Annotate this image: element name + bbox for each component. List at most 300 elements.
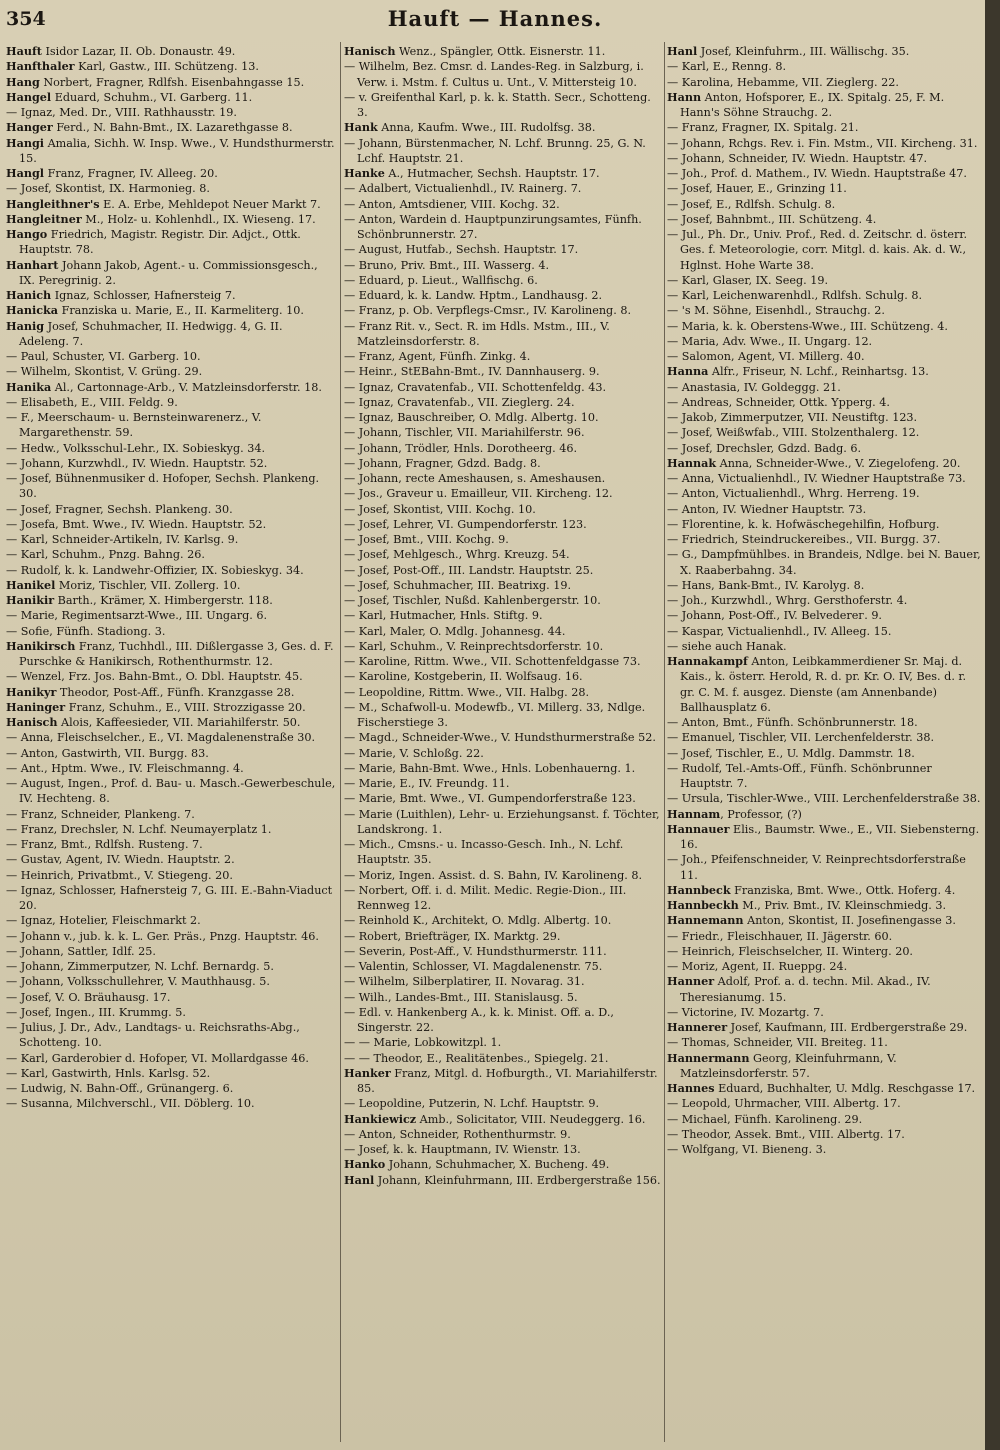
entry-text: — Eduard, p. Lieut., Wallfischg. 6.	[344, 273, 538, 287]
entry-text: Franziska, Bmt. Wwe., Ottk. Hoferg. 4.	[730, 883, 956, 897]
directory-entry	[344, 944, 662, 959]
directory-entry	[6, 258, 336, 289]
directory-entry	[667, 502, 983, 517]
entry-surname: Hauft	[6, 44, 42, 58]
directory-entry	[6, 1005, 336, 1020]
directory-entry	[344, 1142, 662, 1157]
entry-text: — Josef, Bahnbmt., III. Schützeng. 4.	[667, 212, 877, 226]
directory-entry	[6, 852, 336, 867]
directory-entry	[344, 181, 662, 196]
directory-entry	[344, 700, 662, 731]
entry-text: — Josef, Tischler, E., U. Mdlg. Dammstr. 18.	[667, 746, 915, 760]
directory-entry	[667, 1142, 983, 1157]
directory-entry	[344, 456, 662, 471]
entry-text: — Hans, Bank-Bmt., IV. Karolyg. 8.	[667, 578, 865, 592]
entry-text: — Josef, Drechsler, Gdzd. Badg. 6.	[667, 441, 862, 455]
directory-entry	[6, 212, 336, 227]
directory-entry	[667, 532, 983, 547]
directory-entry	[6, 441, 336, 456]
entry-text: — Florentine, k. k. Hofwäschegehilfin, Hofburg.	[667, 517, 940, 531]
directory-entry	[6, 776, 336, 807]
column-middle	[344, 44, 662, 1444]
directory-entry	[667, 75, 983, 90]
entry-text: — Gustav, Agent, IV. Wiedn. Hauptstr. 2.	[6, 853, 235, 867]
entry-text: — Ignaz, Med. Dr., VIII. Rathhausstr. 19.	[6, 106, 237, 119]
directory-entry	[667, 639, 983, 654]
entry-text: — Marie, E., IV. Freundg. 11.	[344, 777, 510, 790]
entry-text: — Susanna, Milchverschl., VII. Döblerg. 10.	[6, 1097, 255, 1111]
directory-entry	[667, 1020, 983, 1035]
entry-text: — Karoline, Kostgeberin, II. Wolfsaug. 16.	[344, 670, 583, 684]
directory-entry	[667, 44, 983, 59]
entry-surname: Hanna	[667, 364, 709, 379]
directory-entry	[344, 776, 662, 791]
entry-surname: Hangl	[6, 166, 45, 180]
directory-entry	[344, 974, 662, 989]
entry-text: — Mich., Cmsns.- u. Incasso-Gesch. Inh., N. Lchf. Hauptstr. 35.	[344, 838, 624, 867]
directory-entry	[344, 837, 662, 868]
directory-entry	[6, 517, 336, 532]
directory-entry	[6, 624, 336, 639]
directory-entry	[667, 136, 983, 151]
directory-entry	[6, 547, 336, 562]
directory-entry	[344, 90, 662, 121]
directory-entry	[6, 197, 336, 212]
entry-text: — 's M. Söhne, Eisenhdl., Strauchg. 2.	[667, 304, 885, 318]
entry-text: — Anton, Bmt., Fünfh. Schönbrunnerstr. 18.	[667, 716, 918, 729]
directory-entry	[6, 349, 336, 364]
entry-text: Norbert, Fragner, Rdlfsh. Eisenbahngasse 15.	[39, 75, 305, 89]
directory-entry	[6, 563, 336, 578]
directory-entry	[344, 1173, 662, 1188]
entry-text: — Karl, Glaser, IX. Seeg. 19.	[667, 273, 829, 287]
directory-entry	[344, 59, 662, 90]
directory-entry	[344, 959, 662, 974]
directory-entry	[344, 578, 662, 593]
entry-text: Ferd., N. Bahn-Bmt., IX. Lazarethgasse 8.	[52, 121, 293, 135]
entry-text: Amalia, Sichh. W. Insp. Wwe., V. Hundsthurmerstr. 15.	[19, 136, 335, 165]
entry-surname: Hangleithner's	[6, 196, 100, 211]
entry-surname: Hanner	[667, 974, 715, 989]
directory-entry	[6, 1020, 336, 1051]
entry-text: — August, Ingen., Prof. d. Bau- u. Masch.-Gewerbeschule, IV. Hechteng. 8.	[6, 777, 336, 806]
directory-entry	[6, 166, 336, 181]
entry-surname: Hangi	[6, 135, 45, 150]
directory-entry	[6, 1051, 336, 1066]
entry-surname: Haninger	[6, 699, 66, 714]
directory-entry	[6, 303, 336, 318]
directory-entry	[667, 929, 983, 944]
entry-surname: Hanfthaler	[6, 59, 75, 74]
entry-surname: Hannak	[667, 455, 717, 470]
entry-text: — Josef, Bühnenmusiker d. Hofoper, Sechsh. Plankeng. 30.	[6, 472, 320, 501]
entry-text: Franz, Fragner, IV. Alleeg. 20.	[44, 167, 218, 180]
directory-entry	[667, 517, 983, 532]
directory-entry	[667, 1081, 983, 1096]
entry-text: — Leopoldine, Putzerin, N. Lchf. Hauptstr. 9.	[344, 1097, 600, 1111]
directory-entry	[667, 151, 983, 166]
entry-text: — Karl, E., Renng. 8.	[667, 60, 787, 74]
directory-entry	[6, 685, 336, 700]
directory-entry	[667, 791, 983, 806]
entry-text: — Victorine, IV. Mozartg. 7.	[667, 1005, 824, 1019]
directory-entry	[344, 273, 662, 288]
directory-entry	[6, 471, 336, 502]
entry-text: Anton, Skontist, II. Josefinengasse 3.	[743, 914, 956, 928]
directory-entry	[344, 425, 662, 440]
directory-entry	[6, 395, 336, 410]
entry-text: — Reinhold K., Architekt, O. Mdlg. Albertg. 10.	[344, 914, 612, 928]
entry-text: — Josef, Weißwfab., VIII. Stolzenthalerg. 12.	[667, 426, 920, 440]
directory-entry	[6, 136, 336, 167]
directory-entry	[667, 425, 983, 440]
directory-entry	[667, 319, 983, 334]
directory-entry	[6, 807, 336, 822]
directory-entry	[344, 532, 662, 547]
entry-text: Georg, Kleinfuhrmann, V. Matzleinsdorferstr. 57.	[680, 1051, 897, 1080]
directory-entry	[344, 44, 662, 59]
entry-text: — Sofie, Fünfh. Stadiong. 3.	[6, 624, 166, 638]
entry-surname: Hanhart	[6, 257, 59, 272]
entry-text: — Elisabeth, E., VIII. Feldg. 9.	[6, 395, 178, 409]
directory-entry	[344, 685, 662, 700]
entry-surname: Hanker	[344, 1065, 391, 1080]
entry-text: Alois, Kaffeesieder, VII. Mariahilferstr. 50.	[57, 716, 301, 729]
directory-entry	[344, 791, 662, 806]
directory-entry	[6, 380, 336, 395]
entry-text: — Josef, Fragner, Sechsh. Plankeng. 30.	[6, 502, 233, 516]
directory-entry	[344, 746, 662, 761]
entry-text: — Heinrich, Fleischselcher, II. Winterg. 20.	[667, 944, 913, 958]
directory-entry	[667, 471, 983, 486]
entry-text: Anna, Kaufm. Wwe., III. Rudolfsg. 38.	[377, 121, 596, 135]
directory-entry	[667, 410, 983, 425]
directory-entry	[344, 517, 662, 532]
entry-surname: Hang	[6, 74, 40, 89]
entry-surname: Hannemann	[667, 913, 744, 928]
directory-entry	[344, 486, 662, 501]
entry-surname: Hangleitner	[6, 211, 82, 226]
directory-entry	[6, 883, 336, 914]
column-rule	[340, 42, 341, 1442]
entry-text: — Marie (Luithlen), Lehr- u. Erziehungsanst. f. Töchter, Landskrong. 1.	[344, 807, 660, 836]
directory-entry	[344, 883, 662, 914]
entry-text: Johann, Kleinfuhrmann, III. Erdbergerstraße 156.	[374, 1173, 661, 1187]
directory-entry	[667, 364, 983, 379]
directory-entry	[344, 593, 662, 608]
entry-text: Amb., Solicitator, VIII. Neudeggerg. 16.	[416, 1112, 646, 1126]
directory-entry	[667, 197, 983, 212]
entry-text: Wenz., Spängler, Ottk. Eisnerstr. 11.	[395, 45, 606, 58]
directory-entry	[667, 349, 983, 364]
directory-entry	[344, 471, 662, 486]
directory-entry	[344, 868, 662, 883]
entry-text: — Leopoldine, Rittm. Wwe., VII. Halbg. 28.	[344, 685, 590, 699]
entry-text: — Franz, Drechsler, N. Lchf. Neumayerplatz 1.	[6, 822, 272, 836]
entry-text: — — Theodor, E., Realitätenbes., Spiegelg. 21.	[344, 1051, 609, 1065]
entry-text: Franz, Mitgl. d. Hofburgth., VI. Mariahilferstr. 85.	[357, 1066, 658, 1095]
entry-text: — Franz, Agent, Fünfh. Zinkg. 4.	[344, 350, 531, 363]
entry-text: Alfr., Friseur, N. Lchf., Reinhartsg. 13.	[708, 365, 929, 379]
directory-entry	[6, 227, 336, 258]
entry-text: — Ignaz, Cravatenfab., VII. Zieglerg. 24.	[344, 395, 575, 409]
entry-text: — Thomas, Schneider, VII. Breiteg. 11.	[667, 1036, 888, 1050]
directory-entry	[6, 319, 336, 350]
directory-entry	[6, 120, 336, 135]
entry-text: — Karl, Maler, O. Mdlg. Johannesg. 44.	[344, 624, 566, 638]
directory-entry	[6, 669, 336, 684]
entry-surname: Hanikyr	[6, 684, 57, 699]
directory-entry	[6, 1081, 336, 1096]
directory-entry	[344, 303, 662, 318]
entry-surname: Hankiewicz	[344, 1111, 417, 1126]
directory-entry	[667, 166, 983, 181]
directory-entry	[344, 212, 662, 243]
entry-surname: Hannerer	[667, 1020, 728, 1034]
entry-text: — Ignaz, Schlosser, Hafnersteig 7, G. III. E.-Bahn-Viaduct 20.	[6, 883, 333, 912]
entry-text: — Anton, Wardein d. Hauptpunzirungsamtes, Fünfh. Schönbrunnerstr. 27.	[344, 212, 642, 241]
directory-entry	[344, 807, 662, 838]
directory-entry	[344, 669, 662, 684]
entry-text: Karl, Gastw., III. Schützeng. 13.	[74, 60, 259, 74]
directory-entry	[344, 258, 662, 273]
directory-entry	[6, 75, 336, 90]
directory-entry	[667, 456, 983, 471]
entry-surname: Hannes	[667, 1081, 715, 1095]
entry-text: — Bruno, Priv. Bmt., III. Wasserg. 4.	[344, 258, 550, 272]
entry-text: — Ignaz, Cravatenfab., VII. Schottenfeldg. 43.	[344, 380, 607, 394]
entry-text: Josef, Kaufmann, III. Erdbergerstraße 29.	[727, 1021, 968, 1034]
directory-entry	[344, 761, 662, 776]
entry-text: — Anton, IV. Wiedner Hauptstr. 73.	[667, 502, 867, 516]
directory-entry	[667, 761, 983, 792]
entry-text: — M., Schafwoll-u. Modewfb., VI. Millerg. 33, Ndlge. Fischerstiege 3.	[344, 700, 646, 729]
entry-text: — Karl, Garderobier d. Hofoper, VI. Mollardgasse 46.	[6, 1051, 309, 1065]
entry-text: — Valentin, Schlosser, VI. Magdalenenstr. 75.	[344, 960, 603, 973]
entry-text: — Josef, Skontist, VIII. Kochg. 10.	[344, 502, 536, 516]
entry-text: — Wilhelm, Silberplatirer, II. Novarag. 31.	[344, 975, 585, 989]
directory-entry	[344, 1051, 662, 1066]
entry-text: Elis., Baumstr. Wwe., E., VII. Siebensterng. 16.	[680, 822, 980, 851]
entry-text: — Karl, Hutmacher, Hnls. Stiftg. 9.	[344, 609, 543, 623]
directory-entry	[344, 197, 662, 212]
entry-text: — Moriz, Agent, II. Rueppg. 24.	[667, 960, 848, 973]
directory-entry	[6, 990, 336, 1005]
entry-text: — Wolfgang, VI. Bieneng. 3.	[667, 1143, 827, 1156]
entry-text: — Josef, k. k. Hauptmann, IV. Wienstr. 13.	[344, 1143, 581, 1156]
entry-surname: Hanke	[344, 166, 385, 180]
directory-entry	[344, 380, 662, 395]
entry-text: — Josef, Post-Off., III. Landstr. Hauptstr. 25.	[344, 563, 594, 577]
entry-text: Franz, Tuchhdl., III. Dißlergasse 3, Ges. d. F. Purschke & Hanikirsch, Rothenthurmstr. 12.	[19, 639, 334, 668]
page-header	[0, 6, 990, 36]
entry-text: — Johann, Sattler, Idlf. 25.	[6, 944, 156, 958]
page-number: 354	[6, 8, 46, 30]
entry-text: — Anna, Victualienhdl., IV. Wiedner Hauptstraße 73.	[667, 472, 966, 485]
entry-text: — Heinr., StEBahn-Bmt., IV. Dannhauserg. 9.	[344, 365, 600, 379]
directory-entry	[6, 730, 336, 745]
entry-text: — Friedrich, Steindruckereibes., VII. Burgg. 37.	[667, 533, 941, 546]
entry-text: — Ant., Hptm. Wwe., IV. Fleischmanng. 4.	[6, 761, 244, 775]
entry-surname: Hanisch	[6, 715, 58, 729]
directory-entry	[6, 1096, 336, 1111]
directory-entry	[6, 822, 336, 837]
directory-entry	[344, 990, 662, 1005]
entry-text: Anton, Hofsporer, E., IX. Spitalg. 25, F. M. Hann's Söhne Strauchg. 2.	[680, 90, 945, 119]
entry-text: — Wenzel, Frz. Jos. Bahn-Bmt., O. Dbl. Hauptstr. 45.	[6, 670, 303, 684]
directory-entry	[6, 105, 336, 120]
directory-entry	[344, 639, 662, 654]
entry-surname: Hannam	[667, 806, 721, 821]
directory-entry	[6, 974, 336, 989]
entry-text: — Johann, Trödler, Hnls. Dorotheerg. 46.	[344, 441, 578, 455]
directory-entry	[667, 303, 983, 318]
entry-text: — Anton, Schneider, Rothenthurmstr. 9.	[344, 1127, 571, 1141]
entry-text: — Eduard, k. k. Landw. Hptm., Landhausg. 2.	[344, 289, 603, 302]
directory-entry	[6, 868, 336, 883]
entry-surname: Hanko	[344, 1157, 386, 1172]
entry-text: Franziska u. Marie, E., II. Karmeliterg. 10.	[58, 304, 304, 318]
directory-entry	[6, 959, 336, 974]
entry-surname: Hann	[667, 89, 702, 104]
directory-entry	[6, 181, 336, 196]
directory-entry	[6, 837, 336, 852]
directory-entry	[6, 90, 336, 105]
entry-text: — Franz, p. Ob. Verpflegs-Cmsr., IV. Karolineng. 8.	[344, 304, 631, 318]
entry-text: — Emanuel, Tischler, VII. Lerchenfelderstr. 38.	[667, 731, 935, 745]
entry-text: — Josef, Lehrer, VI. Gumpendorferstr. 123.	[344, 517, 587, 531]
column-rule	[664, 42, 665, 1442]
directory-entry	[667, 913, 983, 928]
directory-entry	[667, 852, 983, 883]
directory-entry	[667, 380, 983, 395]
entry-surname: Hannbeck	[667, 882, 731, 897]
directory-entry	[667, 807, 983, 822]
directory-entry	[6, 364, 336, 379]
entry-text: — Johann, recte Ameshausen, s. Ameshausen.	[344, 472, 606, 485]
entry-text: Josef, Kleinfuhrm., III. Wällischg. 35.	[697, 45, 910, 58]
entry-text: — Franz, Fragner, IX. Spitalg. 21.	[667, 121, 859, 135]
directory-entry	[667, 1112, 983, 1127]
entry-text: — Norbert, Off. i. d. Milit. Medic. Regie-Dion., III. Rennweg 12.	[344, 883, 627, 912]
directory-entry	[667, 1127, 983, 1142]
directory-entry	[6, 456, 336, 471]
entry-text: — Josef, Mehlgesch., Whrg. Kreuzg. 54.	[344, 548, 570, 562]
entry-text: — G., Dampfmühlbes. in Brandeis, Ndlge. bei N. Bauer, X. Raaberbahng. 34.	[667, 548, 981, 577]
directory-entry	[667, 822, 983, 853]
entry-text: — Robert, Briefträger, IX. Marktg. 29.	[344, 929, 561, 943]
directory-entry	[667, 715, 983, 730]
entry-text: Anton, Leibkammerdiener Sr. Maj. d. Kais., k. österr. Herold, R. d. pr. Kr. O. IV, Bes. d. r. gr. C. M. f. ausgez. Dienste (am Annenbande) Ballhausplatz 6.	[680, 655, 967, 714]
directory-entry	[667, 898, 983, 913]
entry-text: — Karl, Schuhm., Pnzg. Bahng. 26.	[6, 548, 205, 562]
directory-entry	[6, 944, 336, 959]
directory-entry	[344, 1127, 662, 1142]
directory-entry	[667, 395, 983, 410]
entry-text: — Ignaz, Bauschreiber, O. Mdlg. Albertg. 10.	[344, 411, 599, 424]
directory-entry	[667, 59, 983, 74]
directory-entry	[6, 700, 336, 715]
running-head: Hauft — Hannes.	[387, 6, 603, 31]
entry-text: — Johann, Kurzwhdl., IV. Wiedn. Hauptstr. 52.	[6, 456, 268, 470]
entry-text: — Josef, Bmt., VIII. Kochg. 9.	[344, 533, 509, 546]
entry-text: — Rudolf, Tel.-Amts-Off., Fünfh. Schönbrunner Hauptstr. 7.	[667, 761, 932, 790]
directory-entry	[344, 410, 662, 425]
directory-entry	[344, 242, 662, 257]
entry-text: — Kaspar, Victualienhdl., IV. Alleeg. 15.	[667, 624, 892, 638]
entry-text: — Karl, Schneider-Artikeln, IV. Karlsg. 9.	[6, 533, 239, 546]
entry-text: — Anton, Victualienhdl., Whrg. Herreng. 19.	[667, 487, 920, 501]
entry-text: — Ursula, Tischler-Wwe., VIII. Lerchenfelderstraße 38.	[667, 792, 981, 806]
entry-text: — Josef, E., Rdlfsh. Schulg. 8.	[667, 197, 836, 211]
column-left	[6, 44, 336, 1444]
directory-entry	[344, 1096, 662, 1111]
entry-text: Josef, Schuhmacher, II. Hedwigg. 4, G. II. Adeleng. 7.	[19, 319, 283, 348]
entry-text: — — Marie, Lobkowitzpl. 1.	[344, 1036, 502, 1050]
directory-entry	[344, 441, 662, 456]
entry-text: Johann Jakob, Agent.- u. Commissionsgesch., IX. Peregrinig. 2.	[19, 258, 318, 287]
directory-entry	[6, 288, 336, 303]
entry-text: — Rudolf, k. k. Landwehr-Offizier, IX. Sobieskyg. 34.	[6, 563, 304, 577]
directory-entry	[344, 319, 662, 350]
column-right	[667, 44, 983, 1444]
directory-entry	[667, 227, 983, 273]
entry-surname: Hanl	[344, 1172, 375, 1187]
directory-entry	[667, 1035, 983, 1050]
entry-text: — Karl, Leichenwarenhdl., Rdlfsh. Schulg. 8.	[667, 289, 922, 302]
directory-entry	[6, 929, 336, 944]
entry-text: — Heinrich, Privatbmt., V. Stiegeng. 20.	[6, 868, 233, 882]
entry-text: — Johann, Schneider, IV. Wiedn. Hauptstr. 47.	[667, 151, 928, 165]
entry-text: — Ludwig, N. Bahn-Off., Grünangerg. 6.	[6, 1082, 234, 1095]
directory-entry	[6, 532, 336, 547]
entry-text: Eduard, Schuhm., VI. Garberg. 11.	[51, 90, 253, 104]
entry-text: — siehe auch Hanak.	[667, 639, 787, 653]
directory-entry	[6, 913, 336, 928]
entry-surname: Hannauer	[667, 821, 730, 836]
directory-entry	[667, 593, 983, 608]
entry-text: Isidor Lazar, II. Ob. Donaustr. 49.	[41, 45, 236, 58]
entry-text: Theodor, Post-Aff., Fünfh. Kranzgasse 28.	[56, 685, 295, 699]
entry-surname: Hanikirsch	[6, 638, 76, 653]
directory-entry	[6, 715, 336, 730]
entry-surname: Hannermann	[667, 1050, 750, 1065]
entry-text: Adolf, Prof. a. d. techn. Mil. Akad., IV. Theresianumg. 15.	[680, 975, 931, 1004]
directory-entry	[344, 288, 662, 303]
directory-entry	[344, 1157, 662, 1172]
entry-text: — Johann, Post-Off., IV. Belvederег. 9.	[667, 609, 882, 623]
entry-text: — Edl. v. Hankenberg A., k. k. Minist. Off. a. D., Singerstr. 22.	[344, 1005, 614, 1034]
entry-surname: Hanisch	[344, 44, 396, 58]
directory-entry	[344, 654, 662, 669]
entry-text: — Andreas, Schneider, Ottk. Ypperg. 4.	[667, 395, 890, 409]
entry-text: — Franz, Bmt., Rdlfsh. Rusteng. 7.	[6, 838, 203, 851]
entry-text: — Anna, Fleischselcher., E., VI. Magdalenenstraße 30.	[6, 731, 316, 745]
directory-entry	[667, 746, 983, 761]
directory-entry	[667, 334, 983, 349]
entry-text: — Karl, Schuhm., V. Reinprechtsdorferstr. 10.	[344, 639, 604, 653]
entry-text: — Joh., Prof. d. Mathem., IV. Wiedn. Hauptstraße 47.	[667, 167, 967, 180]
entry-surname: Hanich	[6, 288, 52, 302]
entry-text: — Franz Rit. v., Sect. R. im Hdls. Mstm., III., V. Matzleinsdorferstr. 8.	[344, 319, 610, 348]
directory-entry	[344, 166, 662, 181]
entry-surname: Hango	[6, 227, 48, 241]
directory-entry	[667, 486, 983, 501]
directory-entry	[6, 746, 336, 761]
entry-text: — Maria, Adv. Wwe., II. Ungarg. 12.	[667, 334, 873, 348]
entry-text: — Wilh., Landes-Bmt., III. Stanislausg. 5.	[344, 990, 578, 1004]
directory-entry	[667, 547, 983, 578]
